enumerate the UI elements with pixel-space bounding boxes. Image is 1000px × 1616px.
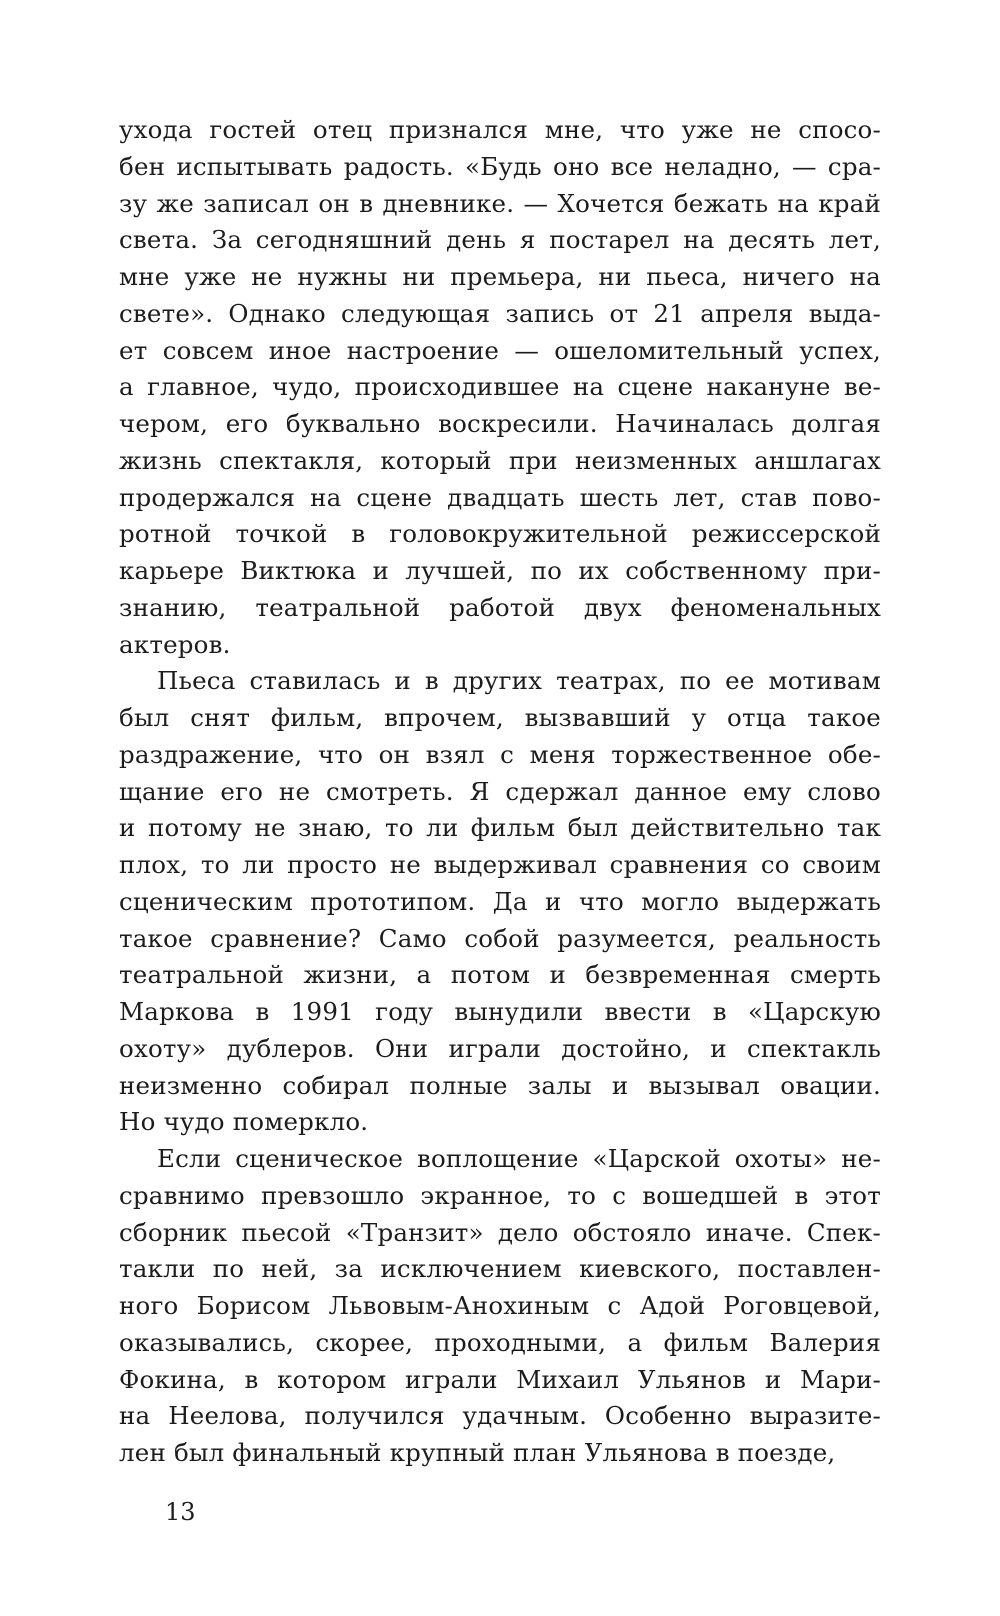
text-line: а главное, чудо, происходившее на сцене накануне ве- xyxy=(119,372,881,402)
text-line: бен испытывать радость. «Будь оно все неладно, — сра- xyxy=(119,151,881,181)
text-line: зу же записал он в дневнике. — Хочется бежать на край xyxy=(119,188,881,218)
paragraph xyxy=(119,112,881,663)
text-line: свете». Однако следующая запись от 21 апреля выда- xyxy=(119,298,881,328)
text-line: щание его не смотреть. Я сдержал данное ему слово xyxy=(119,776,881,806)
text-line: раздражение, что он взял с меня торжественное обе- xyxy=(119,739,881,769)
text-line: ротной точкой в головокружительной режиссерской xyxy=(119,519,881,549)
text-line: Пьеса ставилась и в других театрах, по ее мотивам xyxy=(157,666,881,696)
text-line: неизменно собирал полные залы и вызывал овации. xyxy=(119,1070,881,1100)
text-line: и потому не знаю, то ли фильм был действительно так xyxy=(119,813,881,843)
text-line: знанию, театральной работой двух феноменальных xyxy=(119,592,881,622)
text-line: чером, его буквально воскресили. Начиналась долгая xyxy=(119,409,881,438)
text-line: ет совсем иное настроение — ошеломительный успех, xyxy=(119,335,881,365)
text-line: Если сценическое воплощение «Царской охоты» не- xyxy=(157,1144,881,1173)
text-line: света. За сегодняшний день я постарел на десять лет, xyxy=(119,225,881,255)
paragraph xyxy=(119,663,881,1141)
text-line: Маркова в 1991 году вынудили ввести в «Царскую xyxy=(119,997,881,1026)
text-line: был снят фильм, впрочем, вызвавший у отца такое xyxy=(119,703,881,732)
text-line: такое сравнение? Само собой разумеется, реальность xyxy=(119,923,881,953)
text-line: театральной жизни, а потом и безвременная смерть xyxy=(119,960,881,990)
text-line: сравнимо превзошло экранное, то с вошедшей в этот xyxy=(119,1180,881,1210)
text-line: ного Борисом Львовым-Анохиным с Адой Роговцевой, xyxy=(119,1291,881,1320)
text-line: жизнь спектакля, который при неизменных аншлагах xyxy=(119,445,881,475)
text-line: оказывались, скорее, проходными, а фильм Валерия xyxy=(119,1327,881,1357)
text-line: сценическим прототипом. Да и что могло выдержать xyxy=(119,886,881,916)
text-line: сборник пьесой «Транзит» дело обстояло иначе. Спек- xyxy=(119,1217,881,1247)
body-text xyxy=(119,112,881,1472)
paragraph xyxy=(119,1141,881,1472)
text-line: лен был финальный крупный план Ульянова в поезде, xyxy=(119,1438,836,1467)
text-line: карьере Виктюка и лучшей, по их собственному при- xyxy=(119,556,881,585)
text-line: мне уже не нужны ни премьера, ни пьеса, ничего на xyxy=(119,262,881,291)
text-line: Фокина, в котором играли Михаил Ульянов и Мари- xyxy=(119,1364,881,1394)
page-number: 13 xyxy=(165,1498,196,1526)
text-line: охоту» дублеров. Они играли достойно, и спектакль xyxy=(119,1033,881,1063)
text-line: Но чудо померкло. xyxy=(119,1107,369,1137)
text-line: продержался на сцене двадцать шесть лет, став пово- xyxy=(119,482,881,512)
text-line: такли по ней, за исключением киевского, поставлен- xyxy=(119,1254,881,1284)
text-line: плох, то ли просто не выдерживал сравнения со своим xyxy=(119,850,881,879)
text-line: ухода гостей отец признался мне, что уже не спосо- xyxy=(119,115,881,144)
text-line: на Неелова, получился удачным. Особенно выразите- xyxy=(119,1401,881,1431)
text-line: актеров. xyxy=(119,629,231,659)
